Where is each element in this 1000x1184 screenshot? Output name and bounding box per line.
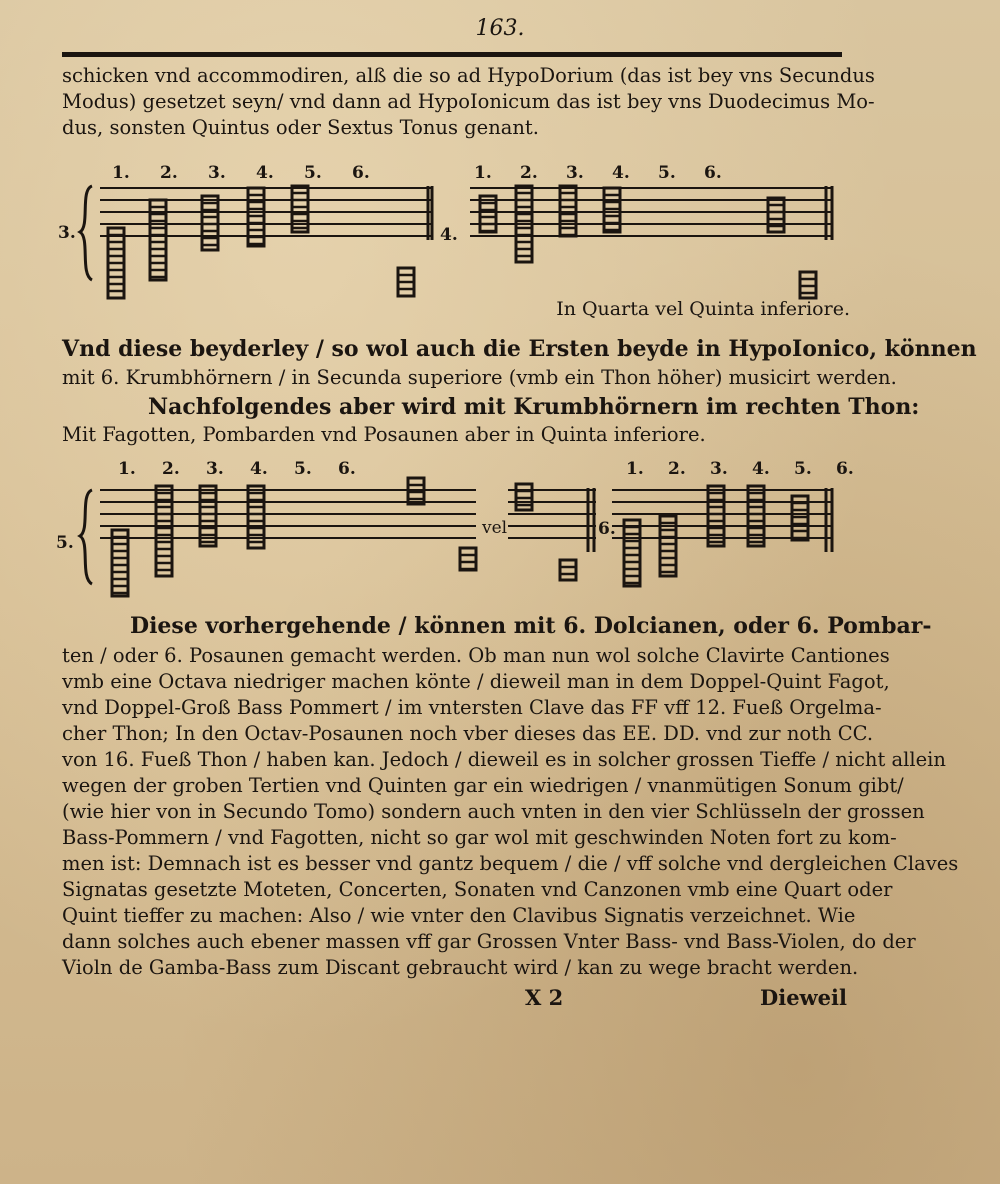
text-line: (wie hier von in Secundo Tomo) sondern auch vnten in den vier Schlüsseln der grossen: [62, 800, 925, 823]
music-example-2: [56, 459, 854, 596]
text-line: Signatas gesetzte Moteten, Concerten, Sonaten vnd Canzonen vmb eine Quart oder: [62, 878, 893, 901]
text-line: Modus) gesetzet seyn/ vnd dann ad HypoIonicum das ist bey vns Duodecimus Mo-: [62, 90, 875, 113]
text-line: ten / oder 6. Posaunen gemacht werden. Ob man nun wol solche Clavirte Cantiones: [62, 644, 890, 667]
voice-number: 3.: [206, 459, 224, 479]
voice-number: 5.: [294, 459, 312, 479]
note-stack: [560, 560, 576, 580]
voice-number: 3.: [208, 163, 226, 183]
example-number: 4.: [440, 225, 458, 245]
voice-number: 2.: [520, 163, 538, 183]
voice-number: 6.: [338, 459, 356, 479]
voice-number: 1.: [118, 459, 136, 479]
text-line: Vnd diese beyderley / so wol auch die Ersten beyde in HypoIonico, können: [62, 336, 977, 362]
voice-number: 1.: [474, 163, 492, 183]
voice-number: 5.: [794, 459, 812, 479]
text-line: vnd Doppel-Groß Bass Pommert / im vntersten Clave das FF vff 12. Fueß Orgelma-: [62, 696, 882, 719]
voice-number: 5.: [658, 163, 676, 183]
text-line: Nachfolgendes aber wird mit Krumbhörnern im rechten Thon:: [148, 394, 920, 420]
example-number: 5.: [56, 533, 74, 553]
text-line: wegen der groben Tertien vnd Quinten gar ein wiedrigen / vnanmütigen Sonum gibt/: [62, 774, 904, 797]
text-line: dus, sonsten Quintus oder Sextus Tonus genant.: [62, 116, 539, 139]
text-line: vmb eine Octava niedriger machen könte / dieweil man in dem Doppel-Quint Fagot,: [62, 670, 890, 693]
text-line: Mit Fagotten, Pombarden vnd Posaunen aber in Quinta inferiore.: [62, 423, 706, 446]
signature-mark: X 2: [525, 985, 564, 1010]
voice-number: 4.: [752, 459, 770, 479]
voice-number: 4.: [250, 459, 268, 479]
voice-number: 5.: [304, 163, 322, 183]
voice-number: 4.: [256, 163, 274, 183]
page-number: 163.: [475, 16, 525, 41]
voice-number: 1.: [626, 459, 644, 479]
vel-separator: vel: [482, 518, 508, 538]
voice-number: 3.: [710, 459, 728, 479]
text-line: cher Thon; In den Octav-Posaunen noch vber dieses das EE. DD. vnd zur noth CC.: [62, 722, 874, 745]
voice-number: 4.: [612, 163, 630, 183]
voice-number: 6.: [704, 163, 722, 183]
catchword: Dieweil: [760, 985, 847, 1010]
text-line: men ist: Demnach ist es besser vnd gantz bequem / die / vff solche vnd dergleichen Claves: [62, 852, 959, 875]
text-line: Violn de Gamba-Bass zum Discant gebraucht wird / kan zu wege bracht werden.: [62, 956, 859, 979]
music-example-1: [58, 163, 832, 298]
voice-number: 6.: [352, 163, 370, 183]
voice-number: 2.: [160, 163, 178, 183]
text-line: Bass-Pommern / vnd Fagotten, nicht so gar wol mit geschwinden Noten fort zu kom-: [62, 826, 897, 849]
example-number: 6.: [598, 519, 616, 539]
text-line: dann solches auch ebener massen vff gar Grossen Vnter Bass- vnd Bass-Violen, do der: [62, 930, 916, 953]
brace-mark: [80, 186, 92, 280]
voice-number: 6.: [836, 459, 854, 479]
voice-number: 2.: [668, 459, 686, 479]
voice-number: 2.: [162, 459, 180, 479]
note-stack: [480, 196, 496, 232]
text-line: mit 6. Krumbhörnern / in Secunda superiore (vmb ein Thon höher) musicirt werden.: [62, 366, 897, 389]
example-caption: In Quarta vel Quinta inferiore.: [556, 298, 850, 320]
text-line: schicken vnd accommodiren, alß die so ad HypoDorium (das ist bey vns Secundus: [62, 64, 875, 87]
voice-number: 1.: [112, 163, 130, 183]
example-number: 3.: [58, 223, 76, 243]
brace-mark: [80, 490, 92, 584]
text-line: Diese vorhergehende / können mit 6. Dolcianen, oder 6. Pombar-: [130, 613, 932, 639]
text-line: von 16. Fueß Thon / haben kan. Jedoch / dieweil es in solcher grossen Tieffe / nicht allein: [62, 748, 946, 771]
note-stack: [460, 548, 476, 570]
voice-number: 3.: [566, 163, 584, 183]
text-line: Quint tieffer zu machen: Also / wie vnter den Clavibus Signatis verzeichnet. Wie: [62, 904, 856, 927]
